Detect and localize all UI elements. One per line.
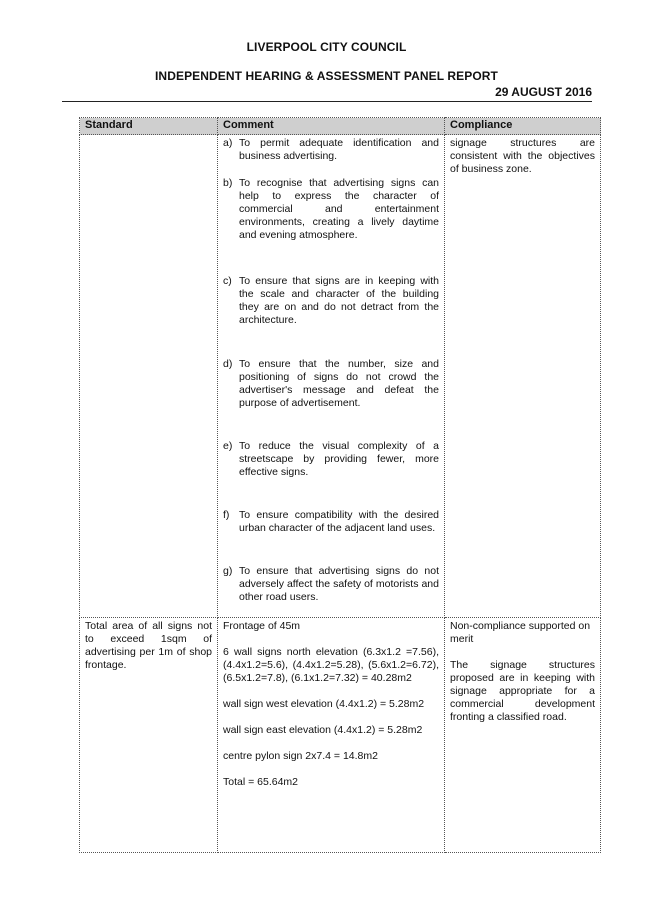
objective-item: [223, 509, 439, 535]
objective-label: c): [223, 275, 232, 287]
header-divider: [62, 101, 592, 102]
objective-item: [223, 565, 439, 604]
report-title: INDEPENDENT HEARING & ASSESSMENT PANEL REPORT: [155, 69, 498, 83]
objective-label: a): [223, 137, 233, 149]
standard-text: Total area of all signs not to exceed 1sqm of advertising per 1m of shop frontage.: [85, 620, 212, 671]
objective-label: b): [223, 177, 233, 189]
objective-item: [223, 137, 439, 163]
column-header-compliance: Compliance: [445, 118, 601, 135]
table-header-row: [80, 118, 601, 135]
standard-cell: [80, 618, 218, 853]
standard-cell: [80, 135, 218, 618]
compliance-cell: [445, 618, 601, 853]
objective-text: To ensure that signs are in keeping with the scale and character of the building they are on and do not detract from the architecture.: [239, 275, 439, 326]
assessment-table: [79, 117, 601, 853]
west-elevation-text: wall sign west elevation (4.4x1.2) = 5.28m2: [223, 698, 425, 710]
table-row: [80, 135, 601, 618]
objective-label: f): [223, 509, 230, 521]
compliance-text: signage structures are consistent with the objectives of business zone.: [450, 137, 595, 175]
frontage-text: Frontage of 45m: [223, 620, 301, 632]
objective-label: d): [223, 358, 233, 370]
objective-text: To permit adequate identification and business advertising.: [239, 137, 439, 162]
north-elevation-text: 6 wall signs north elevation (6.3x1.2 =7.56), (4.4x1.2=5.6), (4.4x1.2=5.28), (5.6x1.2=6.72), (6.5x1.2=7.8), (6.1x1.2=7.32) = 40.28m2: [223, 646, 439, 684]
objective-item: [223, 358, 439, 410]
pylon-sign-text: centre pylon sign 2x7.4 = 14.8m2: [223, 750, 378, 762]
objective-label: g): [223, 565, 233, 577]
table-row: [80, 618, 601, 853]
compliance-heading: Non-compliance supported on merit: [450, 620, 591, 645]
objective-item: [223, 275, 439, 327]
objective-text: To reduce the visual complexity of a streetscape by providing fewer, more effective signs.: [239, 440, 439, 478]
column-header-standard: Standard: [80, 118, 218, 135]
council-name: LIVERPOOL CITY COUNCIL: [246, 40, 407, 54]
comment-cell: [218, 135, 445, 618]
objective-item: [223, 440, 439, 479]
objective-text: To recognise that advertising signs can help to express the character of commercial and entertainment environments, creating a lively daytime and evening atmosphere.: [239, 177, 439, 241]
objective-text: To ensure that advertising signs do not adversely affect the safety of motorists and other road users.: [239, 565, 439, 603]
compliance-text: The signage structures proposed are in keeping with signage appropriate for a commercial development fronting a classified road.: [450, 659, 595, 723]
compliance-cell: [445, 135, 601, 618]
report-date: 29 AUGUST 2016: [495, 85, 592, 99]
objective-text: To ensure that the number, size and positioning of signs do not crowd the advertiser's message and defeat the purpose of advertisement.: [239, 358, 439, 409]
east-elevation-text: wall sign east elevation (4.4x1.2) = 5.28m2: [223, 724, 423, 736]
objective-label: e): [223, 440, 233, 452]
comment-cell: [218, 618, 445, 853]
objective-text: To ensure compatibility with the desired urban character of the adjacent land uses.: [239, 509, 439, 534]
total-text: Total = 65.64m2: [223, 776, 299, 788]
objective-item: [223, 177, 439, 242]
column-header-comment: Comment: [218, 118, 445, 135]
